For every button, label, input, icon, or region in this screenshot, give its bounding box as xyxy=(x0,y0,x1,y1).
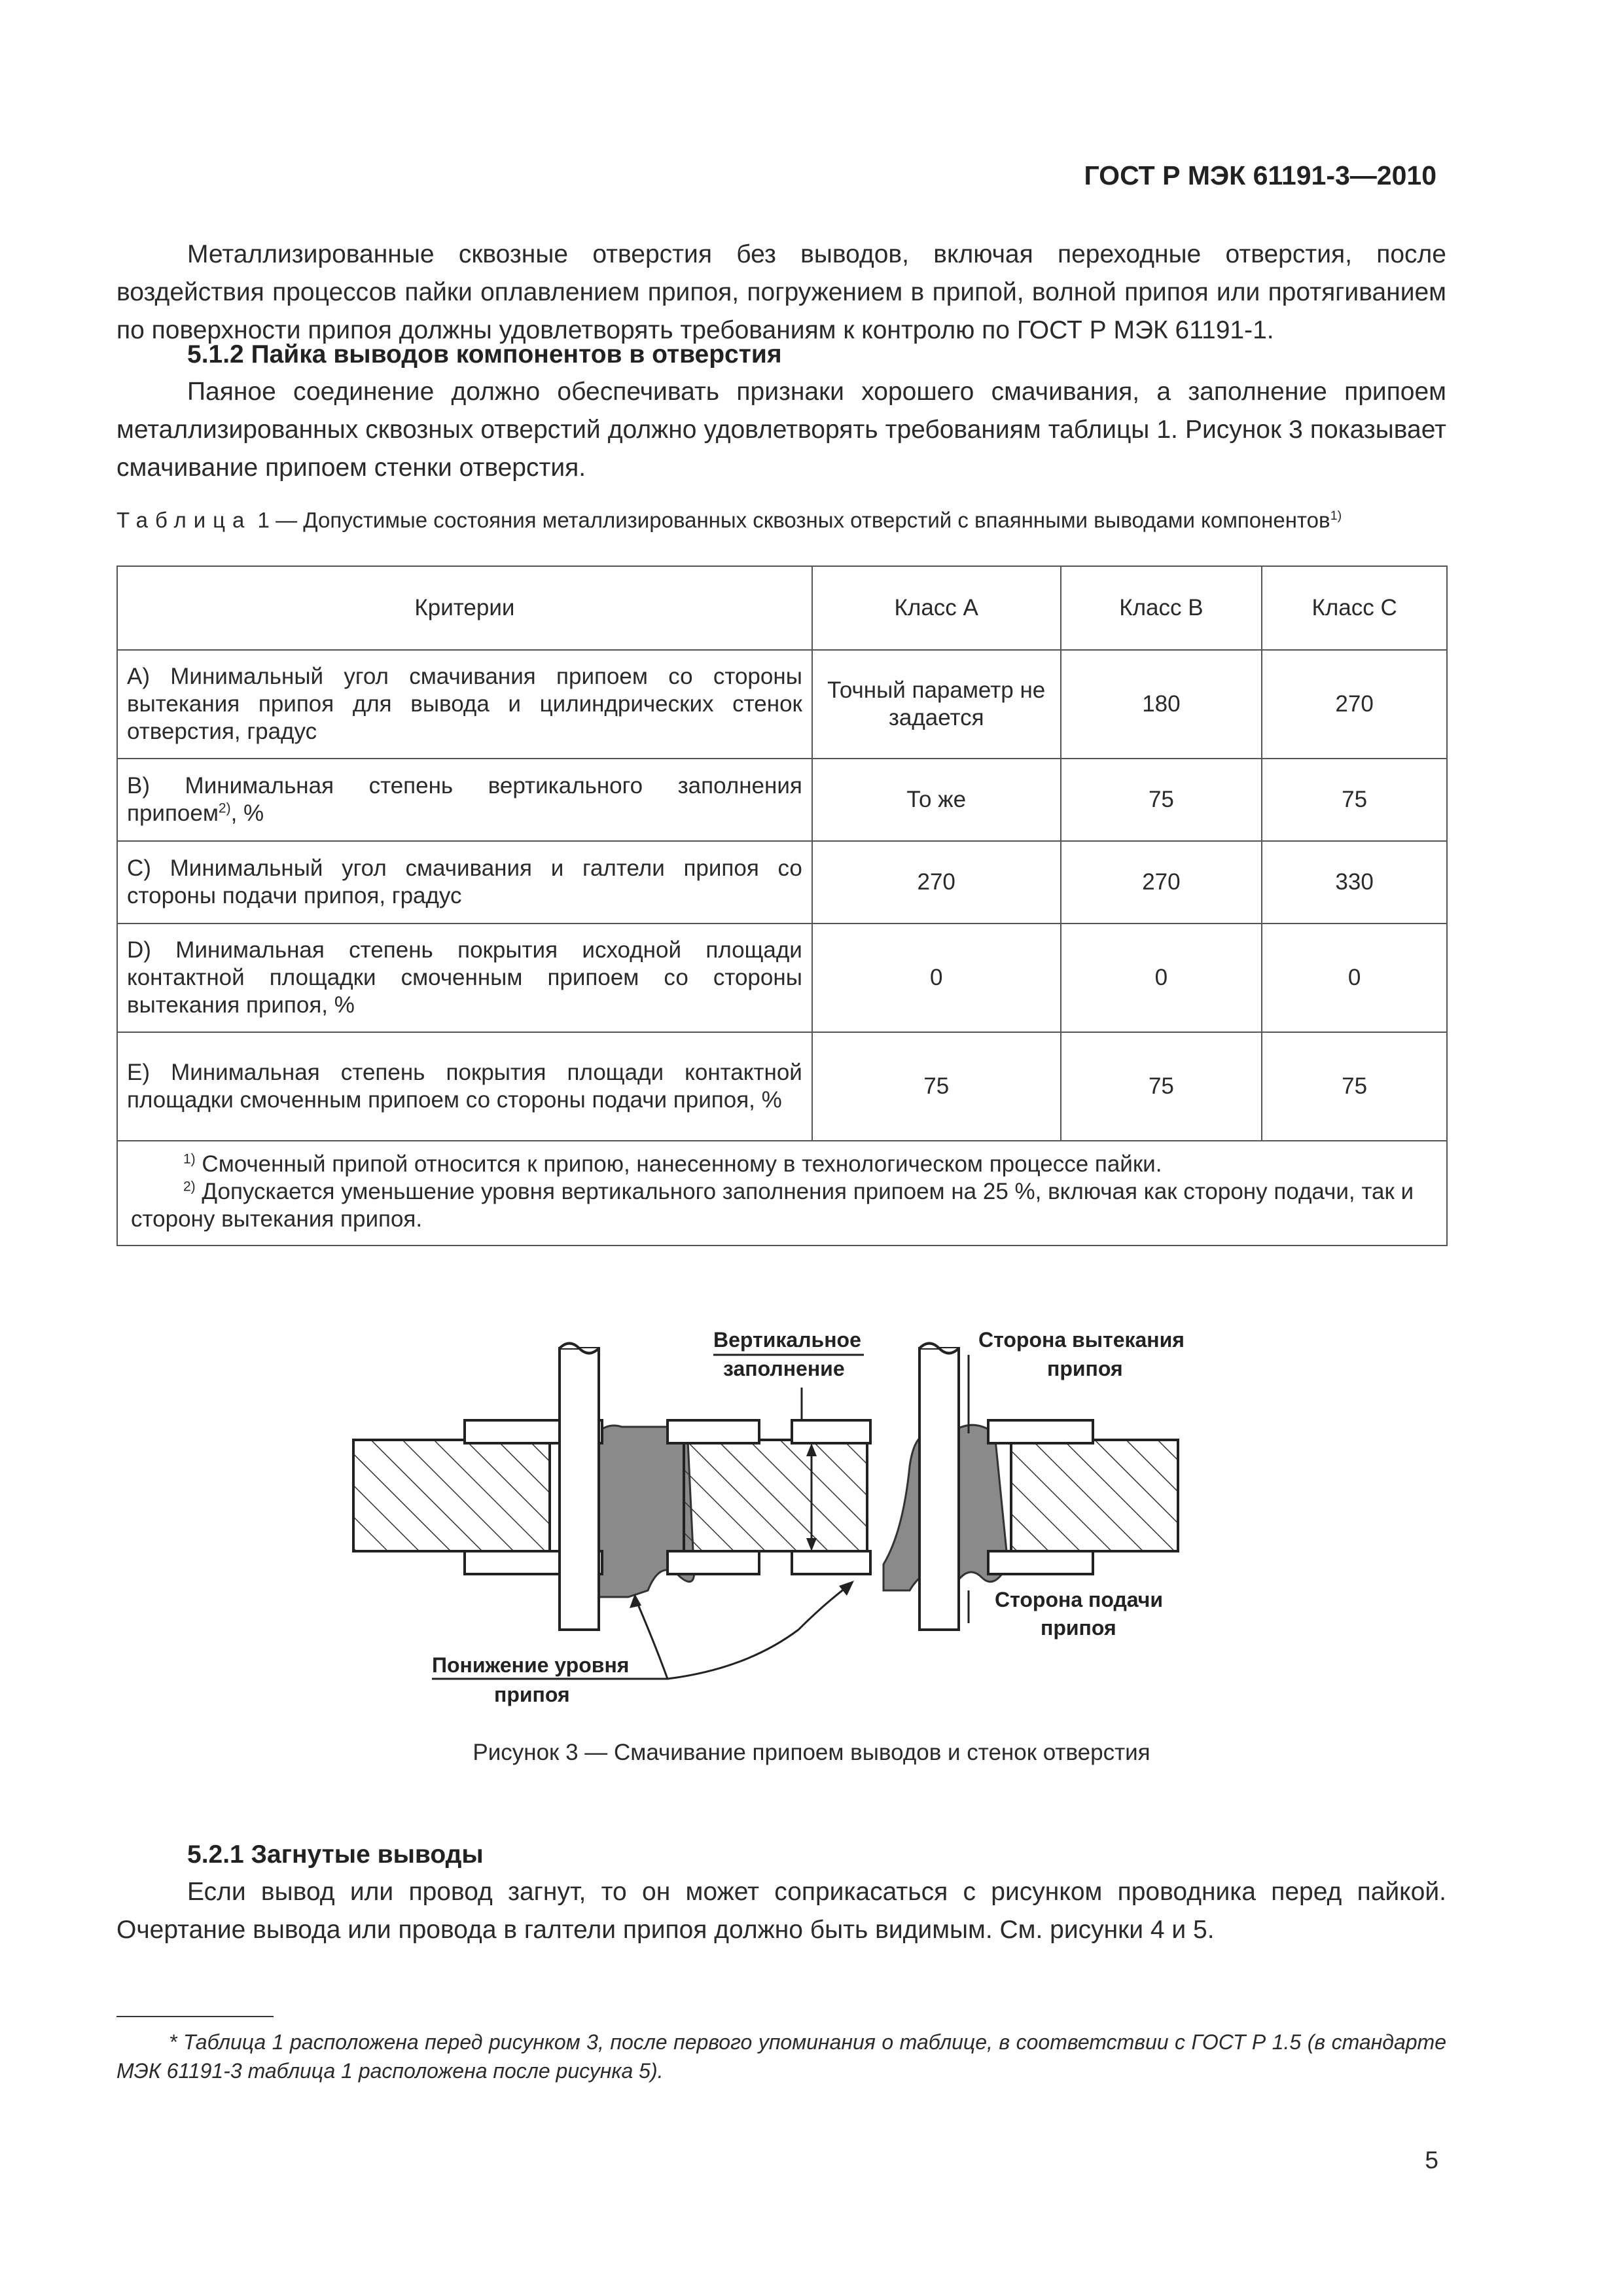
figure-caption: Рисунок 3 — Смачивание припоем выводов и стенок отверстия xyxy=(473,1740,1150,1765)
table-row xyxy=(117,841,1447,924)
document-standard-header: ГОСТ Р МЭК 61191-3—2010 xyxy=(1084,160,1436,190)
board-left xyxy=(353,1440,550,1551)
page-number: 5 xyxy=(1425,2147,1438,2174)
lead-right xyxy=(919,1348,959,1630)
class-c-value: 75 xyxy=(1262,1032,1447,1141)
footnote-text: Допускается уменьшение уровня вертикального заполнения припоем на 25 %, включая как сторону подачи, так и сторону вытекания припоя. xyxy=(131,1179,1414,1232)
section-5-2-1-paragraph: Если вывод или провод загнут, то он может соприкасаться с рисунком проводника перед пайкой. Очертание вывода или провода в галтели припоя должно быть видимым. См. рисунки 4 и 5. xyxy=(116,1878,1446,1944)
criterion-cell: А) Минимальный угол смачивания припоем со стороны вытекания припоя для вывода и цилиндрических стенок отверстия, градус xyxy=(117,650,812,759)
class-b-value: 270 xyxy=(1061,841,1262,924)
table-footnote xyxy=(131,1151,1433,1178)
footnote-mark: 1) xyxy=(183,1151,196,1167)
label-outflow-side-line1: Сторона вытекания xyxy=(978,1328,1185,1352)
criterion-text: В) Минимальная степень вертикального заполнения припоем xyxy=(127,773,802,826)
table-header-row xyxy=(117,566,1447,650)
section-heading-5-1-2: 5.1.2 Пайка выводов компонентов в отверстия xyxy=(187,340,782,368)
footnote-mark: 2) xyxy=(183,1179,196,1194)
criterion-cell: С) Минимальный угол смачивания и галтели припоя со стороны подачи припоя, градус xyxy=(117,841,812,924)
header-criteria: Критерии xyxy=(117,566,812,650)
table-caption xyxy=(116,507,1446,534)
class-a-value: 270 xyxy=(812,841,1061,924)
label-vertical-fill-line1: Вертикальное xyxy=(713,1328,861,1352)
lead-left xyxy=(560,1348,599,1630)
header-class-c: Класс С xyxy=(1262,566,1447,650)
class-c-value: 0 xyxy=(1262,924,1447,1032)
criterion-cell xyxy=(117,759,812,841)
table-row xyxy=(117,1032,1447,1141)
table-caption-footnote-mark: 1) xyxy=(1330,509,1342,523)
footnote-divider xyxy=(116,2016,274,2017)
board-right xyxy=(1011,1440,1178,1551)
criterion-footnote-mark: 2) xyxy=(218,800,231,816)
header-class-a: Класс А xyxy=(812,566,1061,650)
board-center xyxy=(684,1440,867,1551)
pad-top-right xyxy=(988,1420,1093,1443)
section-5-1-2-paragraph: Паяное соединение должно обеспечивать признаки хорошего смачивания, а заполнение припоем металлизированных сквозных отверстий должно удовлетворять требованиям таблицы 1. Рисунок 3 показывает смачивание припоем стенки отверстия. xyxy=(116,378,1446,482)
table-caption-label: Таблица xyxy=(116,508,252,532)
class-c-value: 270 xyxy=(1262,650,1447,759)
criteria-table xyxy=(116,565,1448,1246)
class-c-value: 330 xyxy=(1262,841,1447,924)
arrow-solder-drop-right xyxy=(839,1581,854,1596)
pad-top-center-right xyxy=(792,1420,870,1443)
table-footnotes-row xyxy=(117,1141,1447,1246)
header-class-b: Класс В xyxy=(1061,566,1262,650)
figure-solder-wetting-diagram xyxy=(340,1316,1217,1708)
class-b-value: 75 xyxy=(1061,1032,1262,1141)
table-footnotes xyxy=(117,1141,1447,1246)
label-solder-drop-line1: Понижение уровня xyxy=(432,1653,630,1677)
leader-solder-drop-right xyxy=(668,1584,851,1679)
table-footnote xyxy=(131,1178,1433,1233)
pad-bottom-right xyxy=(988,1551,1093,1574)
criterion-cell: D) Минимальная степень покрытия исходной площади контактной площадки смоченным припоем со стороны вытекания припоя, % xyxy=(117,924,812,1032)
criterion-unit: , % xyxy=(230,800,264,826)
table-row xyxy=(117,759,1447,841)
label-outflow-side-line2: припоя xyxy=(1047,1357,1123,1380)
intro-paragraph: Металлизированные сквозные отверстия без выводов, включая переходные отверстия, после воздействия процессов пайки оплавлением припоя, погружением в припой, волной припоя или протягиванием по поверхности припоя должны удовлетворять требованиям к контролю по ГОСТ Р МЭК 61191-1. xyxy=(116,240,1446,344)
footnote-text: Смоченный припой относится к припою, нанесенному в технологическом процессе пайки. xyxy=(195,1151,1162,1177)
class-b-value: 0 xyxy=(1061,924,1262,1032)
class-b-value: 75 xyxy=(1061,759,1262,841)
table-row xyxy=(117,924,1447,1032)
class-c-value: 75 xyxy=(1262,759,1447,841)
criterion-cell: Е) Минимальная степень покрытия площади контактной площадки смоченным припоем со стороны подачи припоя, % xyxy=(117,1032,812,1141)
pad-bottom-center-left xyxy=(668,1551,759,1574)
page-footnote: * Таблица 1 расположена перед рисунком 3, после первого упоминания о таблице, в соответствии с ГОСТ Р 1.5 (в стандарте МЭК 61191-3 таблица 1 расположена после рисунка 5). xyxy=(116,2030,1446,2083)
class-a-value: 0 xyxy=(812,924,1061,1032)
section-heading-5-2-1: 5.2.1 Загнутые выводы xyxy=(187,1840,484,1869)
label-feed-side-line1: Сторона подачи xyxy=(995,1588,1164,1611)
table-caption-text: 1 — Допустимые состояния металлизированных сквозных отверстий с впаянными выводами компонентов xyxy=(251,508,1330,532)
class-a-value: 75 xyxy=(812,1032,1061,1141)
label-vertical-fill-line2: заполнение xyxy=(723,1357,845,1380)
class-a-value: То же xyxy=(812,759,1061,841)
pad-bottom-center-right xyxy=(792,1551,870,1574)
pad-top-center-left xyxy=(668,1420,759,1443)
label-solder-drop-line2: припоя xyxy=(494,1683,570,1706)
table-row xyxy=(117,650,1447,759)
label-feed-side-line2: припоя xyxy=(1041,1616,1116,1640)
class-b-value: 180 xyxy=(1061,650,1262,759)
class-a-value: Точный параметр не задается xyxy=(812,650,1061,759)
